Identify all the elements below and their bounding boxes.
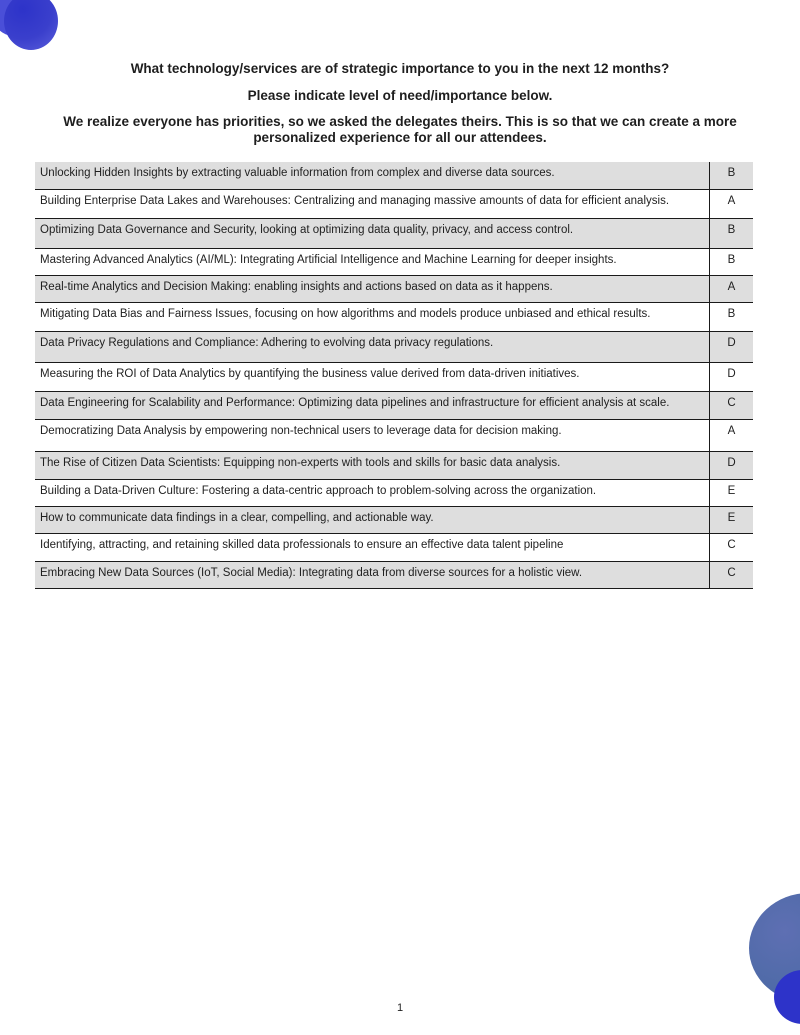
topic-cell: How to communicate data findings in a clear, compelling, and actionable way. [35,507,710,533]
rating-cell: C [727,397,736,409]
rating-cell: C [727,539,736,551]
table-row [35,562,753,589]
page-number: 1 [396,1002,404,1014]
topic-cell: Real-time Analytics and Decision Making: enabling insights and actions based on data as it happens. [35,276,710,302]
table-row [35,190,753,219]
rating-cell: A [727,195,736,207]
rating-cell: D [727,368,736,380]
rating-cell: B [727,224,736,236]
table-row [35,507,753,534]
topic-cell: Embracing New Data Sources (IoT, Social Media): Integrating data from diverse sources for a holistic view. [35,562,710,588]
topic-cell: Data Privacy Regulations and Compliance: Adhering to evolving data privacy regulations. [35,332,710,362]
table-row [35,303,753,332]
rating-cell: D [727,457,736,469]
topics-table [35,162,753,589]
survey-note: We realize everyone has priorities, so we asked the delegates theirs. This is so that we can create a more personalized experience for all our attendees. [63,114,737,145]
table-row [35,420,753,452]
table-row [35,276,753,303]
topic-cell: Mastering Advanced Analytics (AI/ML): Integrating Artificial Intelligence and Machine Learning for deeper insights. [35,249,710,275]
table-row [35,162,753,190]
topic-cell: Mitigating Data Bias and Fairness Issues, focusing on how algorithms and models produce unbiased and ethical results. [35,303,710,331]
topic-cell: Measuring the ROI of Data Analytics by quantifying the business value derived from data-driven initiatives. [35,363,710,391]
survey-header [30,60,770,146]
table-row [35,219,753,249]
rating-cell: E [727,512,736,524]
topic-cell: Identifying, attracting, and retaining skilled data professionals to ensure an effective data talent pipeline [35,534,710,561]
rating-cell: C [727,567,736,579]
topic-cell: Unlocking Hidden Insights by extracting valuable information from complex and diverse data sources. [35,162,710,189]
survey-instruction: Please indicate level of need/importance below. [247,88,553,103]
table-row [35,363,753,392]
topic-cell: Data Engineering for Scalability and Performance: Optimizing data pipelines and infrastructure for efficient analysis at scale. [35,392,710,419]
rating-cell: B [727,167,736,179]
table-row [35,452,753,480]
table-row [35,332,753,363]
table-row [35,392,753,420]
rating-cell: A [727,425,736,437]
survey-question: What technology/services are of strategic importance to you in the next 12 months? [130,61,670,76]
topic-cell: Building a Data-Driven Culture: Fostering a data-centric approach to problem-solving across the organization. [35,480,710,506]
topic-cell: The Rise of Citizen Data Scientists: Equipping non-experts with tools and skills for basic data analysis. [35,452,710,479]
rating-cell: E [727,485,736,497]
topic-cell: Building Enterprise Data Lakes and Warehouses: Centralizing and managing massive amounts of data for efficient analysis. [35,190,710,218]
rating-cell: D [727,337,736,349]
table-row [35,480,753,507]
table-row [35,249,753,276]
topic-cell: Democratizing Data Analysis by empowering non-technical users to leverage data for decision making. [35,420,710,451]
topic-cell: Optimizing Data Governance and Security, looking at optimizing data quality, privacy, and access control. [35,219,710,248]
rating-cell: B [727,308,736,320]
rating-cell: A [727,281,736,293]
rating-cell: B [727,254,736,266]
decorative-circle-top-left-front [4,0,58,50]
table-row [35,534,753,562]
